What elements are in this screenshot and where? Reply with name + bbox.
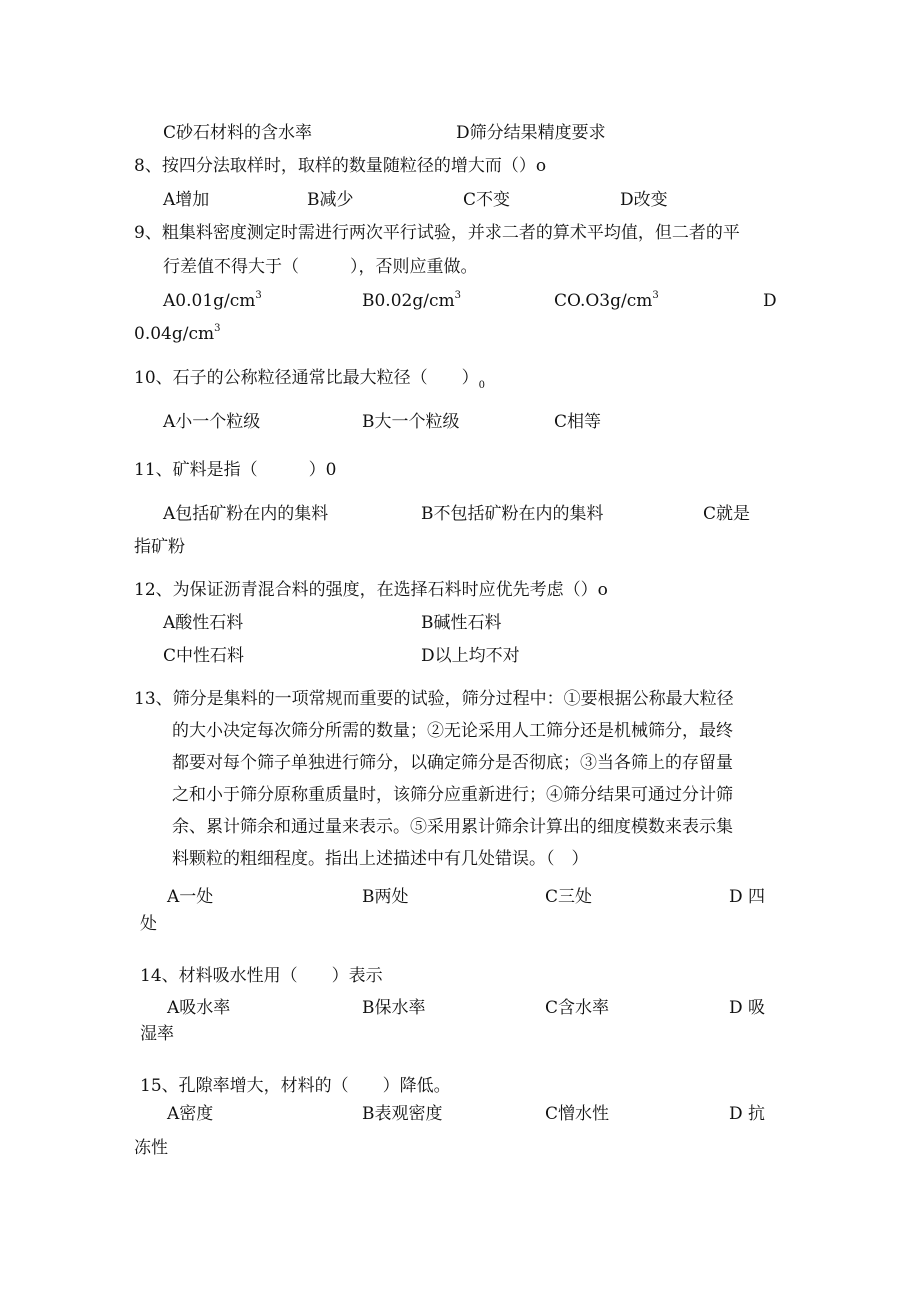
q7-option-c: C砂石材料的含水率 — [163, 123, 313, 143]
q15-option-b: B表观密度 — [362, 1104, 443, 1124]
q13-option-b: B两处 — [362, 887, 409, 907]
q9-stem-line2: 行差值不得大于（ ），否则应重做。 — [163, 257, 478, 277]
q13-stem-line1: 13、筛分是集料的一项常规而重要的试验，筛分过程中：①要根据公称最大粒径 — [134, 689, 734, 709]
q10-stem: 10、石子的公称粒径通常比最大粒径（ ）$_0$ — [134, 368, 486, 391]
q14-option-d-wrap: 湿率 — [140, 1024, 174, 1044]
q8-stem: 8、按四分法取样时，取样的数量随粒径的增大而（）o — [134, 156, 547, 176]
q7-option-d: D筛分结果精度要求 — [456, 123, 606, 143]
q12-option-d: D以上均不对 — [421, 646, 520, 666]
q12-stem: 12、为保证沥青混合料的强度，在选择石料时应优先考虑（）o — [134, 580, 608, 600]
q15-option-d-wrap: 冻性 — [134, 1138, 168, 1158]
q13-option-d: D 四 — [729, 887, 766, 907]
q8-option-b: B减少 — [307, 190, 354, 210]
q15-stem: 15、孔隙率增大，材料的（ ）降低。 — [140, 1076, 451, 1096]
q13-stem-line4: 之和小于筛分原称重质量时，该筛分应重新进行；④筛分结果可通过分计筛 — [172, 785, 733, 805]
q13-option-a: A一处 — [167, 887, 214, 907]
q11-option-c-wrap: 指矿粉 — [134, 537, 185, 557]
q9-option-a: $A0.01g∕cm^3$ — [163, 290, 262, 311]
q8-option-d: D改变 — [620, 190, 668, 210]
q12-option-b: B碱性石料 — [421, 613, 502, 633]
q13-option-d-wrap: 处 — [140, 914, 157, 934]
q10-option-a: A小一个粒级 — [163, 412, 261, 432]
q15-option-c: C憎水性 — [545, 1104, 610, 1124]
q9-option-d-value: $0.04g∕cm^3$ — [134, 323, 221, 344]
q8-option-c: C不变 — [463, 190, 511, 210]
q13-stem-line2: 的大小决定每次筛分所需的数量；②无论采用人工筛分还是机械筛分，最终 — [172, 721, 733, 741]
q8-option-a: A增加 — [163, 190, 210, 210]
q15-option-a: A密度 — [167, 1104, 214, 1124]
q14-option-d: D 吸 — [729, 998, 766, 1018]
q10-option-c: C相等 — [554, 412, 602, 432]
q15-option-d: D 抗 — [729, 1104, 766, 1124]
q12-option-c: C中性石料 — [163, 646, 245, 666]
q9-option-b: $B0.02g∕cm^3$ — [362, 290, 461, 311]
q11-stem: 11、矿料是指（ ）0 — [134, 460, 337, 480]
q11-option-c: C就是 — [703, 504, 751, 524]
q14-option-b: B保水率 — [362, 998, 426, 1018]
q9-stem-line1: 9、粗集料密度测定时需进行两次平行试验，并求二者的算术平均值，但二者的平 — [134, 223, 740, 243]
q14-option-a: A吸水率 — [167, 998, 231, 1018]
q11-option-a: A包括矿粉在内的集料 — [163, 504, 329, 524]
q9-option-d-letter: D — [763, 291, 777, 311]
q13-stem-line3: 都要对每个筛子单独进行筛分，以确定筛分是否彻底；③当各筛上的存留量 — [172, 753, 733, 773]
q13-option-c: C三处 — [545, 887, 593, 907]
q13-stem-line6: 料颗粒的粗细程度。指出上述描述中有几处错误。（ ） — [172, 849, 589, 869]
q14-stem: 14、材料吸水性用（ ）表示 — [140, 966, 383, 986]
q13-stem-line5: 余、累计筛余和通过量来表示。⑤采用累计筛余计算出的细度模数来表示集 — [172, 817, 733, 837]
q10-option-b: B大一个粒级 — [362, 412, 460, 432]
q11-option-b: B不包括矿粉在内的集料 — [421, 504, 604, 524]
q9-option-c: $CO.O3g∕cm^3$ — [554, 290, 659, 311]
q14-option-c: C含水率 — [545, 998, 610, 1018]
q12-option-a: A酸性石料 — [163, 613, 244, 633]
